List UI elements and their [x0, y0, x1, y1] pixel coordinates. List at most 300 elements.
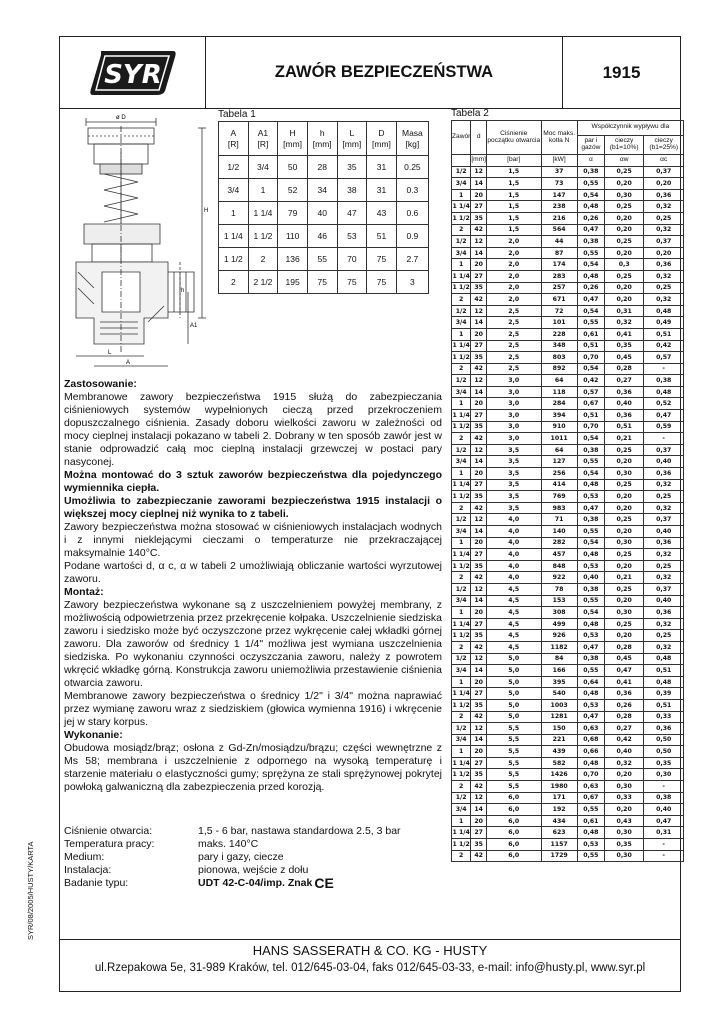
spec-row	[64, 864, 444, 877]
table-cell: 0,36	[644, 189, 684, 201]
table-row	[452, 444, 684, 456]
table-cell: 84	[541, 653, 577, 665]
table-cell: 12	[471, 514, 487, 526]
table-cell: 0,45	[604, 653, 644, 665]
table-row	[219, 156, 429, 179]
table-cell: 20	[471, 537, 487, 549]
table-cell: 3/4	[219, 179, 249, 202]
table-cell: 75	[367, 248, 397, 271]
table-row	[452, 502, 684, 514]
table-cell: 50	[278, 156, 308, 179]
table-row	[452, 352, 684, 364]
dim-label-H: H	[204, 208, 209, 214]
table-row	[452, 850, 684, 862]
table-cell: 28	[307, 156, 337, 179]
table-cell: 42	[471, 294, 487, 306]
table-row	[452, 572, 684, 584]
table-cell: 87	[541, 247, 577, 259]
table-cell: 0,35	[644, 757, 684, 769]
table-cell: 0,31	[644, 827, 684, 839]
table-cell: 3/4	[452, 526, 471, 538]
table-cell: 0.6	[396, 202, 428, 225]
table-cell: 1 1/4	[452, 688, 471, 700]
specs-list	[64, 825, 444, 890]
table-cell: 2	[452, 433, 471, 445]
table-cell: 0,20	[604, 491, 644, 503]
table-cell: 27	[471, 270, 487, 282]
spec-value: UDT 42-C-04/imp. Znak	[198, 877, 313, 889]
table-cell: 1,5	[486, 201, 541, 213]
table-row	[452, 583, 684, 595]
table-cell: 0,25	[644, 282, 684, 294]
table-row	[452, 386, 684, 398]
flow-table	[451, 120, 684, 862]
table-cell: 2,0	[486, 282, 541, 294]
table-cell: 0,26	[604, 699, 644, 711]
table-cell: 3/4	[452, 456, 471, 468]
spec-row	[64, 825, 444, 838]
table-cell: 14	[471, 178, 487, 190]
table-row	[452, 166, 684, 178]
table-cell: 110	[278, 225, 308, 248]
table-cell: 20	[471, 189, 487, 201]
table-cell: 1,5	[486, 189, 541, 201]
table-cell: 0,41	[604, 676, 644, 688]
table1-header-name: D	[378, 128, 385, 139]
table-cell: 1/2	[452, 166, 471, 178]
table-cell: 0,25	[604, 618, 644, 630]
table-cell: 0,36	[604, 688, 644, 700]
table-cell: 348	[541, 340, 577, 352]
table-cell: 1157	[541, 839, 577, 851]
table-cell: 1 1/2	[452, 282, 471, 294]
table-cell: 42	[471, 641, 487, 653]
table-cell: -	[644, 781, 684, 793]
table-cell: 5,5	[486, 781, 541, 793]
table-cell: 540	[541, 688, 577, 700]
table-cell: 3,5	[486, 468, 541, 480]
table-cell: 1,5	[486, 178, 541, 190]
table-cell: 1 1/2	[452, 352, 471, 364]
table-row	[452, 282, 684, 294]
table-cell: 1426	[541, 769, 577, 781]
table-cell: 0,54	[577, 537, 604, 549]
table-cell: 1 1/4	[452, 827, 471, 839]
table-cell: 0,67	[577, 398, 604, 410]
table-cell: 0,33	[604, 792, 644, 804]
table-row	[452, 757, 684, 769]
table-cell: 3,5	[486, 456, 541, 468]
table-cell: 0,55	[577, 178, 604, 190]
table-cell: 0,20	[644, 178, 684, 190]
table-cell: 35	[471, 491, 487, 503]
table-cell: -	[644, 850, 684, 862]
table-cell: 0,54	[577, 433, 604, 445]
table-cell: 395	[541, 676, 577, 688]
table-cell: 0,32	[644, 502, 684, 514]
table-cell: 0,40	[604, 746, 644, 758]
table-cell: 848	[541, 560, 577, 572]
table-cell: 282	[541, 537, 577, 549]
table-cell: 0,32	[644, 618, 684, 630]
table-cell: 0,25	[604, 270, 644, 282]
table-cell: 0,48	[577, 688, 604, 700]
table-cell: 192	[541, 804, 577, 816]
table-cell: 0,51	[644, 699, 684, 711]
table-cell: 2	[452, 711, 471, 723]
table-cell: 0,48	[644, 653, 684, 665]
table-cell: 2	[452, 572, 471, 584]
table-cell: 0,31	[604, 305, 644, 317]
table-cell: 1	[452, 398, 471, 410]
table-cell: 0,25	[604, 479, 644, 491]
table-cell: 4,5	[486, 607, 541, 619]
table-cell: 0,55	[577, 456, 604, 468]
table-cell: 0,25	[604, 444, 644, 456]
table-row	[452, 212, 684, 224]
table-cell: 0,30	[604, 827, 644, 839]
table-cell: 174	[541, 259, 577, 271]
table-row	[452, 236, 684, 248]
table-cell: 35	[471, 630, 487, 642]
table-cell: 0,25	[644, 630, 684, 642]
table-cell: 14	[471, 734, 487, 746]
table-cell: 0,64	[577, 676, 604, 688]
table-cell: 136	[278, 248, 308, 271]
table-cell: 0,52	[644, 398, 684, 410]
table-cell: 1 1/4	[452, 340, 471, 352]
table-cell: 2,5	[486, 352, 541, 364]
table2-caption: Tabela 2	[451, 108, 489, 119]
table-cell: 2,5	[486, 328, 541, 340]
table-cell: 0,59	[644, 421, 684, 433]
table-cell: 3	[396, 271, 428, 294]
table-cell: 2,5	[486, 317, 541, 329]
table-cell: 0,20	[644, 247, 684, 259]
table-cell: 20	[471, 398, 487, 410]
table-cell: 1	[452, 189, 471, 201]
table-cell: 0,36	[644, 537, 684, 549]
table-cell: 0,55	[577, 247, 604, 259]
table-cell: 0,47	[577, 294, 604, 306]
table-cell: 118	[541, 386, 577, 398]
table-cell: 1 1/4	[452, 757, 471, 769]
table-cell: 0,51	[644, 328, 684, 340]
table-cell: 0,21	[604, 572, 644, 584]
table-cell: 53	[337, 225, 367, 248]
table-cell: 0,55	[577, 665, 604, 677]
table-cell: 27	[471, 757, 487, 769]
table-row	[452, 665, 684, 677]
table-cell: 0,25	[604, 166, 644, 178]
table-cell: 1	[452, 537, 471, 549]
table-cell: 35	[471, 699, 487, 711]
table-cell: 73	[541, 178, 577, 190]
table-cell: 27	[471, 479, 487, 491]
table-cell: 0,20	[604, 456, 644, 468]
table-cell: -	[644, 839, 684, 851]
table-cell: 42	[471, 224, 487, 236]
table-cell: 0,47	[577, 641, 604, 653]
table-cell: 1	[452, 676, 471, 688]
table-cell: 257	[541, 282, 577, 294]
ce-mark: CE	[314, 875, 334, 891]
table-row	[452, 468, 684, 480]
table-cell: 5,0	[486, 665, 541, 677]
table-row	[452, 804, 684, 816]
table-cell: 1 1/2	[452, 769, 471, 781]
unit-alpha-c: αc	[644, 155, 684, 167]
table-cell: 14	[471, 526, 487, 538]
dim-label-A: A	[126, 360, 131, 366]
table-cell: 1 1/2	[452, 630, 471, 642]
table-cell: 3/4	[452, 804, 471, 816]
table-cell: 1/2	[452, 305, 471, 317]
table-cell: 3/4	[452, 665, 471, 677]
table-row	[452, 699, 684, 711]
table-cell: 0,48	[577, 479, 604, 491]
table-cell: 42	[471, 572, 487, 584]
dim-label-L: L	[108, 350, 112, 356]
table-cell: 12	[471, 583, 487, 595]
spec-value: pionowa, wejście z dołu	[198, 864, 309, 876]
spec-label: Temperatura pracy:	[64, 838, 155, 850]
table1-header	[367, 122, 397, 156]
table-cell: 1/2	[452, 514, 471, 526]
table-cell: 0,37	[644, 514, 684, 526]
table1-header-name: h	[319, 128, 325, 139]
table-cell: 0,47	[577, 224, 604, 236]
table-cell: 0,53	[577, 491, 604, 503]
table1-header	[219, 122, 249, 156]
table-row	[452, 537, 684, 549]
table-cell: 0,20	[604, 294, 644, 306]
table-cell: 14	[471, 386, 487, 398]
table-cell: 0,63	[577, 781, 604, 793]
heading-montaz: Montaż:	[64, 586, 104, 598]
table-cell: 4,0	[486, 537, 541, 549]
table-cell: 0,50	[644, 734, 684, 746]
unit-alpha: α	[577, 155, 604, 167]
table1-header-name: Masa	[401, 128, 423, 139]
col-ciecz10: cieczy (b1=10%)	[604, 135, 644, 154]
table-cell: 0,51	[604, 421, 644, 433]
table-cell: 1281	[541, 711, 577, 723]
valve-drawing	[64, 112, 214, 374]
table-row	[452, 595, 684, 607]
table-cell: 3,0	[486, 398, 541, 410]
table-cell: 0,54	[577, 468, 604, 480]
table-cell: 27	[471, 827, 487, 839]
table-row	[452, 607, 684, 619]
table-cell: 3/4	[248, 156, 278, 179]
para-zastosowanie: Membranowe zawory bezpieczeństwa 1915 służą do zabezpieczania ciśnieniowych systemów wypełnionych cieczą przed przekroczeniem dopuszczalnego ciśnienia. Zasady doboru wielkości zaworu w zależności od mocy cieplnej instalacji pokazano w tabeli 2. Dobrany w ten sposób zawór jest w stanie odprowadzić całą moc cieplną instalacji grzewczej w postaci pary nasyconej.	[64, 391, 442, 468]
table-cell: 1182	[541, 641, 577, 653]
table-cell: 0,32	[644, 549, 684, 561]
table-cell: 4,0	[486, 572, 541, 584]
table1-header-name: A	[230, 128, 237, 139]
table-cell: 0,48	[577, 549, 604, 561]
table-cell: 0,25	[604, 236, 644, 248]
table-cell: 0,70	[577, 421, 604, 433]
table-cell: 1003	[541, 699, 577, 711]
table-cell: 0,55	[577, 850, 604, 862]
table-cell: 27	[471, 201, 487, 213]
table-row	[452, 305, 684, 317]
table-cell: 2	[452, 641, 471, 653]
table-cell: 0,20	[604, 804, 644, 816]
table-cell: 803	[541, 352, 577, 364]
table-cell: 1	[452, 259, 471, 271]
table-cell: 46	[307, 225, 337, 248]
table-cell: 0,41	[604, 328, 644, 340]
table-cell: 0,40	[644, 595, 684, 607]
table-cell: 0.9	[396, 225, 428, 248]
table-cell: 0,70	[577, 352, 604, 364]
table-cell: 0,68	[577, 734, 604, 746]
table-cell: 1	[219, 202, 249, 225]
table-cell: 1980	[541, 781, 577, 793]
table-cell: 0,40	[644, 456, 684, 468]
col-ciecz25: cieczy (b1=25%)	[644, 135, 684, 154]
table-cell: 0,48	[577, 270, 604, 282]
table-cell: 12	[471, 166, 487, 178]
table-cell: 147	[541, 189, 577, 201]
table-cell: 0,54	[577, 305, 604, 317]
table1-header	[396, 122, 428, 156]
para-values: Podane wartości d, α c, α w tabeli 2 umożliwiają obliczanie wartości wyrzutowej zaworu.	[64, 560, 442, 585]
table-cell: 64	[541, 444, 577, 456]
table-cell: 4,0	[486, 514, 541, 526]
table-cell: 0,25	[604, 549, 644, 561]
table-cell: 171	[541, 792, 577, 804]
table-row	[452, 328, 684, 340]
table-cell: 0,26	[577, 212, 604, 224]
table-cell: 0,21	[604, 433, 644, 445]
table-cell: 0,54	[577, 607, 604, 619]
table1-header-unit: [mm]	[283, 138, 303, 149]
table-row	[452, 421, 684, 433]
table-cell: 6,0	[486, 850, 541, 862]
table-cell: 0,63	[577, 723, 604, 735]
table-cell: 926	[541, 630, 577, 642]
table-cell: 769	[541, 491, 577, 503]
table-cell: 0,48	[577, 827, 604, 839]
spec-label: Ciśnienie otwarcia:	[64, 825, 153, 837]
table-row	[452, 549, 684, 561]
heading-zastosowanie: Zastosowanie:	[64, 378, 137, 390]
table-cell: 394	[541, 410, 577, 422]
dim-label-d: ø D	[116, 115, 126, 121]
table-cell: 983	[541, 502, 577, 514]
table-cell: 1	[452, 607, 471, 619]
table-cell: 0,30	[604, 468, 644, 480]
table-row	[452, 676, 684, 688]
table-row	[452, 746, 684, 758]
table-cell: 3/4	[452, 247, 471, 259]
table-cell: 42	[471, 850, 487, 862]
spec-label: Badanie typu:	[64, 877, 129, 889]
spec-value: pary i gazy, ciecze	[198, 851, 284, 863]
para-naprawa: Membranowe zawory bezpieczeństwa o średnicy 1/2" i 3/4" można naprawiać przez wymianę zaworu wraz z siedziskiem (głowica wymienna 1916) i wkręcenie jej w stary korpus.	[64, 690, 442, 728]
para-montaz: Zawory bezpieczeństwa wykonane są z uszczelnieniem powyżej membrany, z możliwością odpowietrzenia przez przekręcenie kołpaka. Uszczelnienie siedziska zaworu i siedzisko może być oczyszczone przez wykręcenie całej wkładki górnej zaworu. Dla zaworów od średnicy 1 1/4" możliwa jest wymiana uszczelnienia siedziska. Po wykonaniu czynności oczyszczania zaworu, należy z powrotem wkręcić wkładkę górną. Konstrukcja zaworu uniemożliwia przestawienie ciśnienia otwarcia zaworu.	[64, 599, 442, 689]
table1-header-unit: [R]	[257, 138, 269, 149]
table-cell: 0,51	[577, 340, 604, 352]
table-cell: 35	[471, 212, 487, 224]
table-cell: 20	[471, 676, 487, 688]
table-cell: 4,0	[486, 549, 541, 561]
table-cell: 2	[452, 294, 471, 306]
table-cell: 0,35	[604, 839, 644, 851]
col-cisnienie: Ciśnienie początku otwarcia	[486, 121, 541, 155]
table-row	[452, 734, 684, 746]
table-cell: 0,32	[644, 224, 684, 236]
table-cell: 0,53	[577, 839, 604, 851]
table-cell: 0,47	[577, 502, 604, 514]
table-cell: 0,55	[577, 317, 604, 329]
table1-header	[337, 122, 367, 156]
table-cell: 27	[471, 410, 487, 422]
table-cell: 0,37	[644, 236, 684, 248]
table1-header-unit: [kg]	[405, 138, 420, 149]
table-cell: 0,37	[644, 583, 684, 595]
spec-value: maks. 140°C	[198, 838, 259, 850]
table-cell: 14	[471, 456, 487, 468]
logo-text: SYR	[103, 59, 162, 90]
table-cell: 0,38	[644, 375, 684, 387]
table-cell: 0,55	[577, 804, 604, 816]
table-cell: 0,32	[644, 641, 684, 653]
table-cell: 14	[471, 317, 487, 329]
footer-address: ul.Rzepakowa 5e, 31-989 Kraków, tel. 012/645-03-04, faks 012/645-03-33, e-mail: info@husty.pl, www.syr.pl	[94, 962, 646, 974]
table-cell: 153	[541, 595, 577, 607]
table-row	[452, 839, 684, 851]
table-row	[452, 688, 684, 700]
table-cell: 1/2	[452, 653, 471, 665]
table-cell: 6,0	[486, 839, 541, 851]
para-media: Zawory bezpieczeństwa można stosować w ciśnieniowych instalacjach wodnych i z innymi nieklejącymi cieczami o temperaturze nie przekraczającej maksymalnie 140°C.	[64, 521, 442, 559]
table-cell: 1 1/4	[452, 618, 471, 630]
table-cell: 0,28	[604, 711, 644, 723]
table-cell: 216	[541, 212, 577, 224]
table-cell: 0,20	[604, 282, 644, 294]
table-cell: 0,38	[644, 792, 684, 804]
table-cell: 1/2	[452, 444, 471, 456]
table-cell: 2,0	[486, 294, 541, 306]
table-cell: 0,37	[644, 166, 684, 178]
table-cell: 6,0	[486, 827, 541, 839]
table-cell: 3,0	[486, 375, 541, 387]
table-cell: 1/2	[452, 792, 471, 804]
table-cell: 499	[541, 618, 577, 630]
table-cell: 0,38	[577, 653, 604, 665]
table-row	[452, 259, 684, 271]
table-cell: 0,53	[577, 630, 604, 642]
table-cell: 1/2	[219, 156, 249, 179]
table-cell: 3/4	[452, 595, 471, 607]
table-cell: 140	[541, 526, 577, 538]
table-cell: 0,54	[577, 189, 604, 201]
table-cell: 27	[471, 688, 487, 700]
table-row	[452, 711, 684, 723]
table1-header-name: H	[289, 128, 296, 139]
table-cell: 6,0	[486, 815, 541, 827]
table-cell: 0,40	[644, 804, 684, 816]
table-cell: 2	[452, 502, 471, 514]
table-cell: 0,36	[604, 410, 644, 422]
table-cell: 0,36	[644, 259, 684, 271]
table-cell: 1 1/4	[452, 201, 471, 213]
